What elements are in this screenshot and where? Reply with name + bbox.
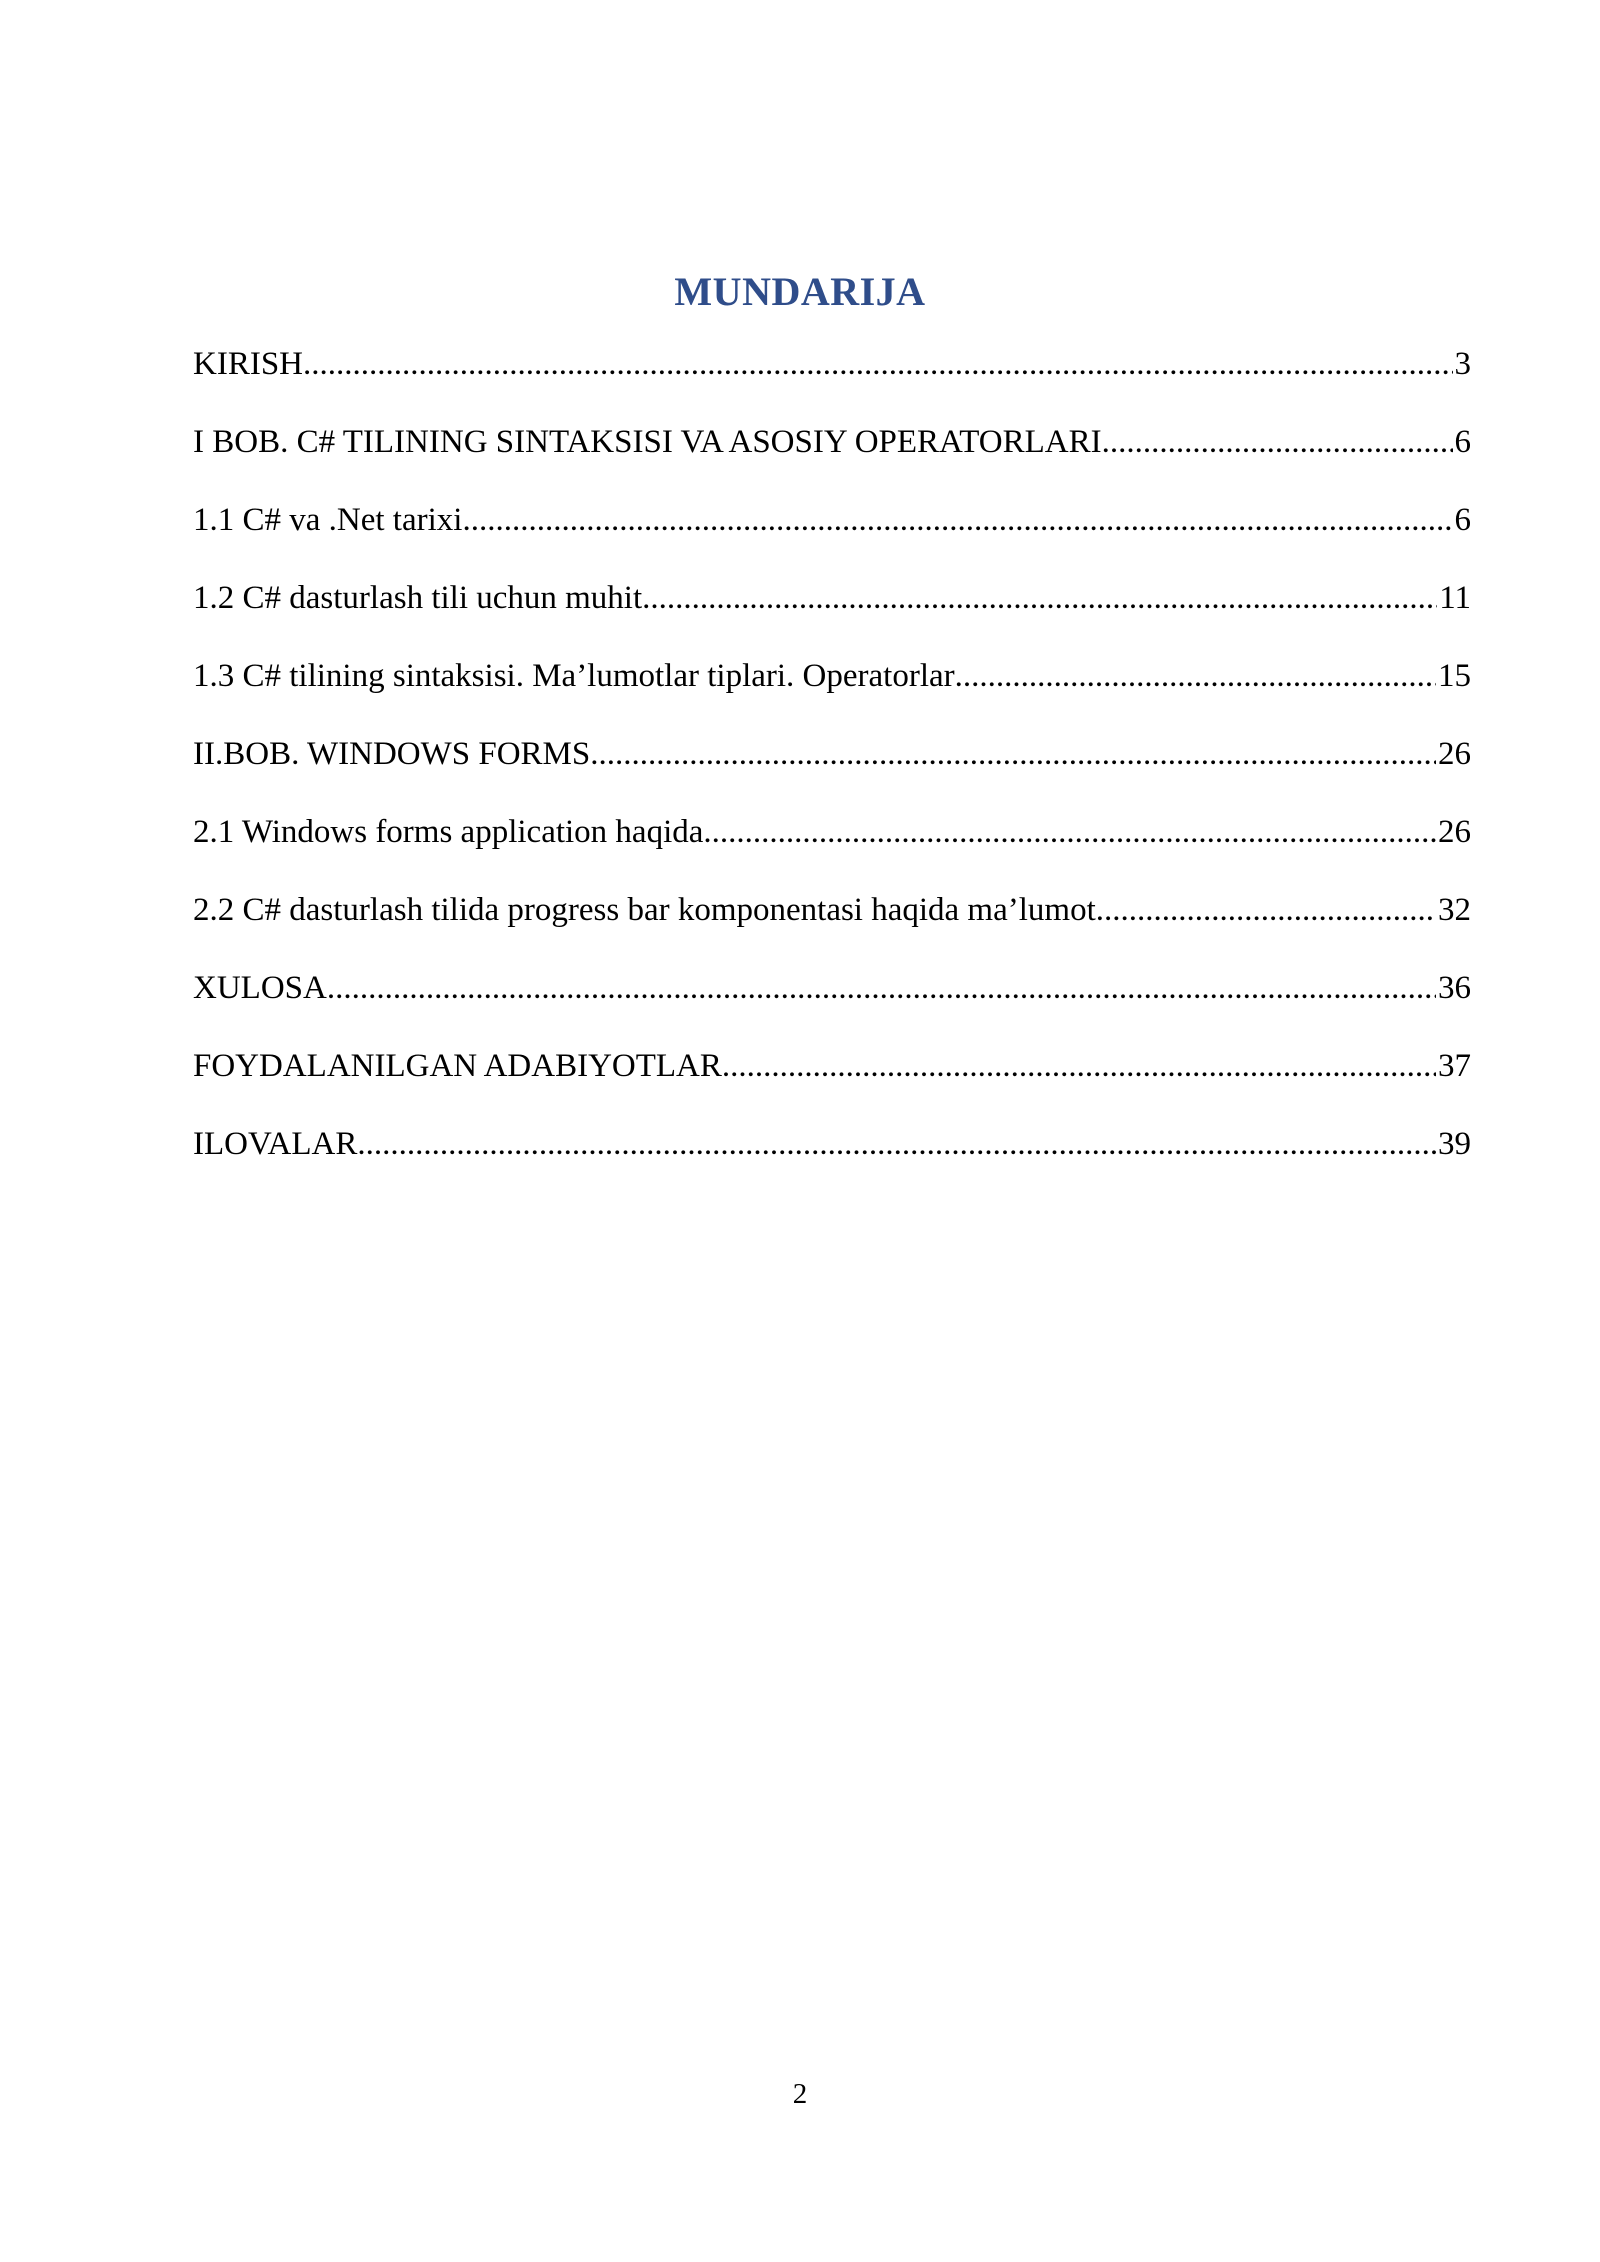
toc-entry-section-2-1[interactable] <box>193 810 1471 888</box>
toc-dot-leader <box>642 576 1437 620</box>
toc-entry-page: 36 <box>1438 970 1471 1006</box>
toc-entry-section-1-3[interactable] <box>193 654 1471 732</box>
toc-dot-leader <box>303 342 1452 386</box>
toc-dot-leader <box>1096 888 1436 932</box>
toc-entry-page: 15 <box>1438 658 1471 694</box>
toc-entry-label: 1.1 C# va .Net tarixi <box>193 502 463 538</box>
toc-entry-page: 6 <box>1454 424 1471 460</box>
toc-entry-page: 32 <box>1438 892 1471 928</box>
toc-entry-chapter-2[interactable] <box>193 732 1471 810</box>
table-of-contents <box>193 342 1471 1200</box>
toc-dot-leader <box>327 966 1436 1010</box>
toc-entry-label: ILOVALAR <box>193 1126 358 1162</box>
toc-entry-section-2-2[interactable] <box>193 888 1471 966</box>
toc-dot-leader <box>1102 420 1453 464</box>
toc-entry-section-1-2[interactable] <box>193 576 1471 654</box>
toc-entry-label: 2.1 Windows forms application haqida <box>193 814 704 850</box>
toc-entry-ilovalar[interactable] <box>193 1122 1471 1200</box>
toc-dot-leader <box>722 1044 1436 1088</box>
toc-entry-page: 39 <box>1438 1126 1471 1162</box>
toc-entry-label: II.BOB. WINDOWS FORMS <box>193 736 591 772</box>
toc-entry-label: KIRISH <box>193 346 304 382</box>
toc-entry-adabiyotlar[interactable] <box>193 1044 1471 1122</box>
toc-entry-kirish[interactable] <box>193 342 1471 420</box>
toc-entry-label: XULOSA <box>193 970 327 1006</box>
toc-entry-page: 11 <box>1439 580 1471 616</box>
toc-entry-page: 26 <box>1438 814 1471 850</box>
page-number: 2 <box>792 2078 808 2110</box>
toc-dot-leader <box>703 810 1436 854</box>
toc-entry-label: FOYDALANILGAN ADABIYOTLAR <box>193 1048 722 1084</box>
toc-entry-label: I BOB. C# TILINING SINTAKSISI VA ASOSIY OPERATORLARI <box>193 424 1102 460</box>
toc-entry-section-1-1[interactable] <box>193 498 1471 576</box>
toc-entry-label: 1.3 C# tilining sintaksisi. Ma’lumotlar tiplari. Operatorlar <box>193 658 955 694</box>
toc-dot-leader <box>462 498 1452 542</box>
page-title: MUNDARIJA <box>674 269 926 314</box>
toc-entry-page: 26 <box>1438 736 1471 772</box>
toc-entry-chapter-1[interactable] <box>193 420 1471 498</box>
toc-entry-label: 2.2 C# dasturlash tilida progress bar komponentasi haqida ma’lumot <box>193 892 1096 928</box>
toc-dot-leader <box>590 732 1436 776</box>
toc-entry-page: 6 <box>1454 502 1471 538</box>
toc-entry-xulosa[interactable] <box>193 966 1471 1044</box>
toc-dot-leader <box>955 654 1436 698</box>
toc-entry-label: 1.2 C# dasturlash tili uchun muhit <box>193 580 643 616</box>
toc-entry-page: 3 <box>1454 346 1471 382</box>
toc-dot-leader <box>357 1122 1436 1166</box>
toc-entry-page: 37 <box>1438 1048 1471 1084</box>
